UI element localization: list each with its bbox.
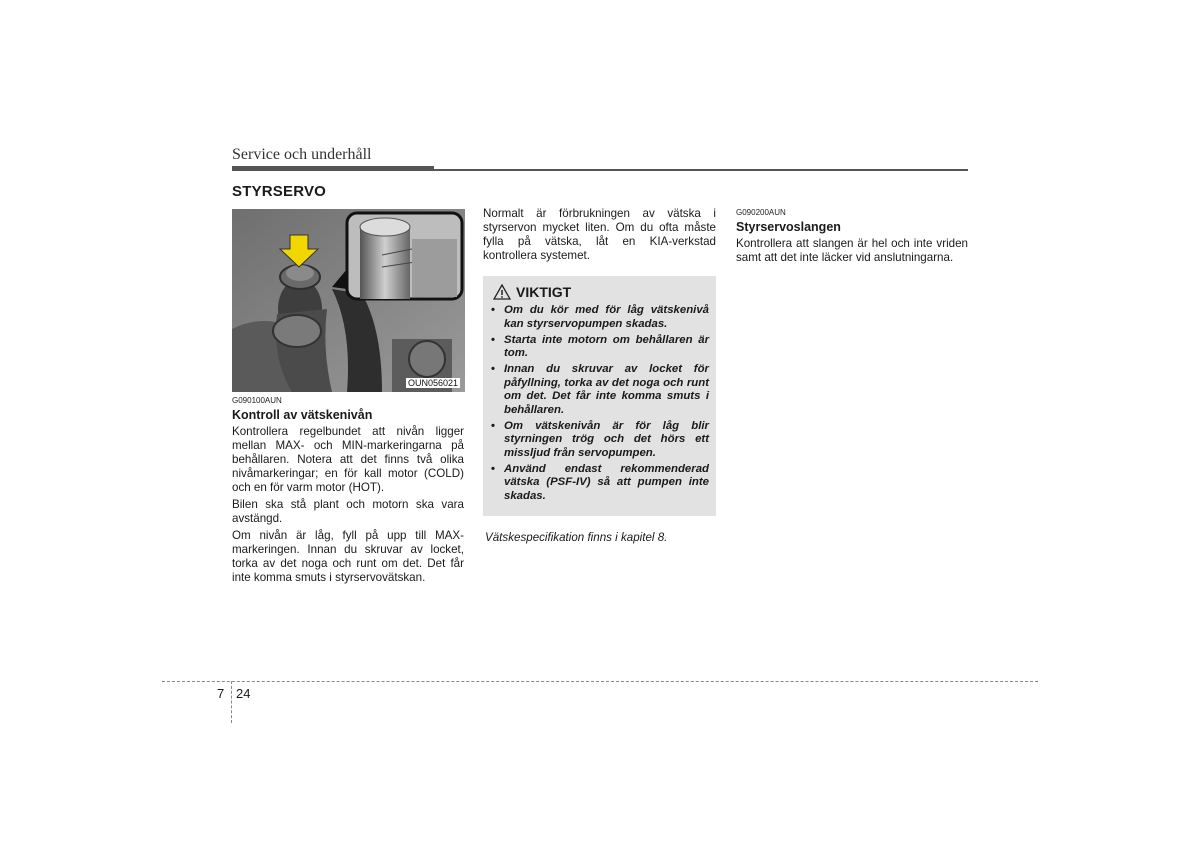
list-item: • Om vätskenivån är för låg blir styrningen trög och det hörs ett missljud från servopumpen.: [491, 419, 709, 459]
reference-code: G090100AUN: [232, 396, 282, 405]
engine-photo: [232, 209, 465, 392]
list-item: • Använd endast rekommenderad vätska (PSF-IV) så att pumpen inte skadas.: [491, 462, 709, 502]
header-rule-thick: [232, 166, 434, 171]
list-item: • Om du kör med för låg vätskenivå kan styrservopumpen skadas.: [491, 304, 709, 330]
warning-list: [491, 304, 709, 506]
paragraph: Om nivån är låg, fyll på upp till MAX-markeringen. Innan du skruvar av locket, torka av det noga och runt om det. Det får inte komma smuts i styrservovätskan.: [232, 529, 464, 584]
body-text: Kontrollera att slangen är hel och inte vriden samt att det inte läcker vid anslutningarna.: [736, 237, 968, 264]
warning-title: VIKTIGT: [516, 284, 572, 300]
spec-note: Vätskespecifikation finns i kapitel 8.: [485, 531, 668, 544]
warning-box: [483, 276, 716, 516]
page-number: 24: [236, 686, 251, 701]
photo-code: OUN056021: [408, 378, 459, 388]
footer-divider: [231, 681, 232, 723]
bullet: •: [491, 462, 495, 475]
list-item: • Starta inte motorn om behållaren är tom.: [491, 333, 709, 359]
reference-code: G090200AUN: [736, 208, 786, 217]
warning-triangle-icon: [493, 284, 511, 300]
paragraph: Kontrollera regelbundet att nivån ligger mellan MAX- och MIN-markeringarna på behållaren. Notera att det finns två olika nivåmarkeringar; en för kall motor (COLD) och en för varm motor (HOT).: [232, 425, 464, 494]
section-title: STYRSERVO: [232, 183, 327, 200]
intro-paragraph: Normalt är förbrukningen av vätska i styrservon mycket liten. Om du ofta måste fylla på vätska, låt en KIA-verkstad kontrollera systemet.: [483, 207, 716, 262]
body-text: [232, 425, 464, 588]
bullet: •: [491, 333, 495, 346]
header-rule-thin: [434, 169, 968, 171]
subheading: Kontroll av vätskenivån: [232, 408, 373, 422]
chapter-number: 7: [217, 686, 225, 701]
running-header: Service och underhåll: [232, 146, 372, 163]
subheading: Styrservoslangen: [736, 220, 841, 234]
paragraph: Bilen ska stå plant och motorn ska vara avstängd.: [232, 498, 464, 525]
bullet: •: [491, 419, 495, 432]
bullet: •: [491, 363, 495, 375]
list-item: • Innan du skruvar av locket för påfyllning, torka av det noga och runt om det. Det får inte komma smuts i behållaren.: [491, 363, 709, 416]
bullet: •: [491, 304, 495, 316]
footer-rule: [162, 681, 1038, 682]
warning-header: [493, 284, 571, 300]
